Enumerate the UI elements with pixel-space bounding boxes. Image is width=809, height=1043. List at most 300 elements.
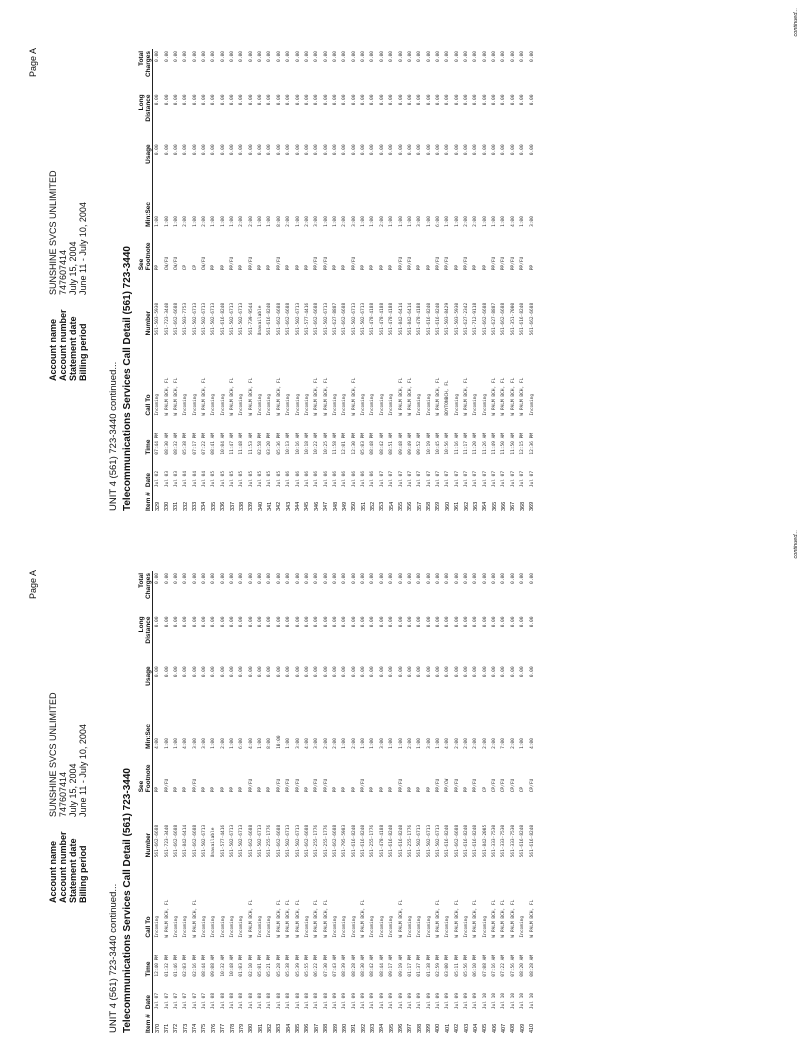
cell-date: Jul 09 [417, 992, 423, 1010]
cell-number: 561-662-6688 [192, 824, 198, 858]
cell-total: 0.00 [445, 573, 451, 584]
table-row [293, 571, 302, 1033]
cell-item: 400 [435, 1023, 442, 1033]
unit-heading: UNIT 4 (561) 723-3440 continued... [108, 883, 119, 1033]
col-usage: Usage [136, 664, 153, 705]
cell-long-distance: 0.00 [164, 94, 170, 106]
cell-total: 0.00 [304, 573, 310, 584]
cell-footnote: PP [389, 264, 395, 271]
cell-footnote: PP/FU [520, 256, 526, 271]
cell-item: 410 [529, 1023, 536, 1033]
table-row [172, 49, 181, 511]
cell-usage: 0.00 [529, 666, 535, 678]
cell-number: 561-616-8240 [267, 302, 273, 336]
cell-minsec: 1:00 [501, 216, 507, 227]
cell-call-to: Incoming [211, 393, 217, 416]
cell-call-to: Incoming [370, 393, 376, 416]
cell-call-to: Incoming [295, 393, 301, 416]
cell-total: 0.00 [183, 573, 189, 584]
cell-minsec: 3:00 [417, 216, 423, 227]
cell-date: Jul 05 [248, 470, 254, 488]
cell-time: 05:03 PM [361, 432, 367, 455]
cell-long-distance: 0.00 [417, 94, 423, 106]
cell-call-to: W PALM BCH, FL [435, 899, 441, 938]
cell-minsec: 3:00 [192, 738, 198, 749]
cell-date: Jul 10 [520, 992, 526, 1010]
cell-usage: 0.00 [398, 666, 404, 678]
cell-number: 561-503-5930 [454, 302, 460, 336]
cell-item: 341 [266, 501, 273, 511]
cell-number: 561-662-6688 [248, 824, 254, 858]
cell-item: 366 [500, 501, 507, 511]
cell-total: 0.00 [473, 51, 479, 62]
cell-usage: 0.00 [426, 666, 432, 678]
cell-call-to: Incoming [351, 915, 357, 938]
cell-long-distance: 0.00 [482, 94, 488, 106]
table-row [443, 571, 452, 1033]
cell-total: 0.00 [379, 51, 385, 62]
cell-minsec: 1:00 [407, 216, 413, 227]
cell-call-to: Incoming [333, 915, 338, 938]
cell-minsec: 1:00 [267, 216, 273, 227]
cell-number: 561-662-6688 [304, 824, 310, 858]
cell-call-to: W PALM BCH, FL [323, 377, 329, 416]
table-row [331, 49, 340, 511]
cell-footnote: PP [304, 786, 310, 793]
cell-footnote: PP/FU [276, 256, 282, 271]
cell-number: Unavailable [211, 827, 217, 858]
cell-usage: 0.00 [192, 144, 198, 156]
cell-total: 0.00 [286, 573, 292, 584]
cell-date: Jul 09 [379, 992, 385, 1010]
cell-usage: 0.00 [417, 666, 423, 678]
cell-usage: 0.00 [304, 144, 310, 156]
cell-call-to: Incoming [192, 393, 198, 416]
account-number-value: 747607414 [58, 249, 68, 295]
cell-total: 0.00 [201, 51, 207, 62]
cell-number: 561-616-8240 [435, 302, 441, 336]
cell-call-to: W PALM BCH, FL [529, 899, 535, 938]
cell-number: 561-662-6688 [286, 302, 292, 336]
cell-number: 561-842-6414 [407, 302, 413, 336]
cell-footnote: PP/FU [248, 778, 254, 793]
cell-footnote: PP/FU [435, 778, 441, 793]
cell-date: Jul 07 [482, 470, 488, 488]
cell-footnote: CP [482, 786, 488, 793]
cell-footnote: PP [220, 786, 226, 793]
cell-item: 340 [257, 501, 264, 511]
cell-total: 0.00 [201, 573, 207, 584]
cell-usage: 0.00 [501, 666, 507, 678]
cell-date: Jul 08 [258, 992, 264, 1010]
cell-total: 0.00 [192, 573, 198, 584]
cell-footnote: PP [417, 786, 423, 793]
cell-minsec: 1:00 [454, 216, 460, 227]
table-row [172, 571, 181, 1033]
cell-time: 10:18 AM [304, 432, 310, 455]
cell-number: 561-351-7000 [510, 302, 516, 336]
cell-time: 10:45 AM [435, 432, 441, 455]
cell-footnote: PP [230, 786, 236, 793]
cell-date: Jul 06 [351, 470, 357, 488]
cell-footnote: PP/FU [164, 778, 170, 793]
cell-number: 561-502-6713 [286, 824, 292, 858]
cell-usage: 0.00 [492, 144, 498, 156]
col-time: Time [136, 938, 153, 977]
cell-time: 08:42 AM [370, 954, 376, 977]
cell-item: 363 [472, 501, 479, 511]
cell-footnote: PP/FU [435, 256, 441, 271]
cell-minsec: 2:00 [510, 738, 516, 749]
cell-number: 561-616-8240 [520, 824, 526, 858]
cell-time: 01:37 PM [417, 954, 423, 977]
cell-item: 359 [435, 501, 442, 511]
cell-long-distance: 0.00 [304, 94, 310, 106]
cell-usage: 0.00 [183, 666, 189, 678]
cell-number: 561-502-6713 [239, 302, 245, 336]
cell-minsec: 3:00 [314, 738, 320, 749]
cell-number: 561-502-6713 [201, 302, 207, 336]
cell-long-distance: 0.00 [155, 616, 161, 628]
cell-footnote: PP [342, 264, 348, 271]
cell-minsec: 2:00 [473, 216, 479, 227]
cell-total: 0.00 [351, 51, 357, 62]
table-row [499, 571, 508, 1033]
cell-usage: 0.00 [267, 666, 273, 678]
cell-item: 374 [192, 1023, 199, 1033]
cell-footnote: PP/FU [473, 778, 479, 793]
cell-number: 561-616-8240 [351, 824, 357, 858]
cell-time: 08:41 AM [211, 432, 217, 455]
cell-usage: 0.00 [379, 666, 385, 678]
cell-number: 561-616-8240 [389, 824, 395, 858]
cell-number: 561-255-1776 [314, 824, 320, 858]
cell-footnote: PP [201, 786, 207, 793]
cell-long-distance: 0.00 [314, 616, 320, 628]
cell-date: Jul 05 [230, 470, 236, 488]
cell-footnote: PP [426, 786, 432, 793]
cell-long-distance: 0.00 [183, 94, 189, 106]
cell-minsec: 1:00 [445, 216, 451, 227]
cell-usage: 0.00 [304, 666, 310, 678]
cell-long-distance: 0.00 [501, 94, 507, 106]
cell-footnote: PP/FU [407, 256, 413, 271]
account-number-value: 747607414 [58, 771, 68, 817]
cell-number: 561-723-3440 [164, 824, 170, 858]
account-info [48, 692, 88, 903]
cell-time: 07:17 PM [192, 432, 198, 455]
cell-date: Jul 09 [351, 992, 357, 1010]
cell-time: 09:17 AM [389, 954, 395, 977]
cell-minsec: 1:00 [482, 216, 488, 227]
cell-usage: 0.00 [529, 144, 535, 156]
cell-time: 07:56 AM [510, 954, 516, 977]
cell-time: 11:48 AM [239, 432, 245, 455]
cell-date: Jul 07 [510, 470, 516, 488]
cell-minsec: 1:00 [398, 738, 404, 749]
cell-number: 561-577-4416 [304, 302, 310, 336]
cell-total: 0.00 [520, 51, 526, 62]
cell-time: 10:22 AM [314, 432, 320, 455]
cell-usage: 0.00 [164, 666, 170, 678]
cell-time: 08:30 AM [361, 954, 367, 977]
cell-long-distance: 0.00 [295, 616, 301, 628]
cell-long-distance: 0.00 [407, 616, 413, 628]
cell-footnote: CW/FU [173, 256, 179, 271]
cell-long-distance: 0.00 [323, 616, 329, 628]
cell-minsec: 1:00 [173, 216, 179, 227]
cell-item: 391 [351, 1023, 358, 1033]
cell-call-to: W PALM BCH, FL [173, 377, 179, 416]
table-row [247, 49, 256, 511]
cell-number: 561-255-1776 [267, 824, 273, 858]
account-name-label: Account name [48, 840, 58, 903]
cell-usage: 0.00 [435, 144, 441, 156]
table-row [359, 571, 368, 1033]
cell-long-distance: 0.00 [379, 94, 385, 106]
table-row [200, 49, 209, 511]
table-row [471, 49, 480, 511]
cell-usage: 0.00 [482, 144, 488, 156]
cell-item: 375 [201, 1023, 208, 1033]
cell-date: Jul 07 [164, 992, 170, 1010]
cell-date: Jul 07 [464, 470, 470, 488]
col-long: Long [138, 94, 145, 111]
cell-number: 561-662-6688 [482, 302, 488, 336]
cell-long-distance: 0.00 [173, 616, 179, 628]
cell-item: 399 [426, 1023, 433, 1033]
cell-item: 381 [257, 1023, 264, 1033]
cell-long-distance: 0.00 [295, 94, 301, 106]
cell-number: 561-333-7530 [501, 824, 507, 858]
col-long-distance [136, 92, 153, 142]
cell-long-distance: 0.00 [314, 94, 320, 106]
cell-total: 0.00 [333, 51, 338, 62]
cell-time: 02:10 PM [248, 954, 254, 977]
cell-date: Jul 06 [314, 470, 320, 488]
call-rows [153, 49, 537, 511]
table-row [228, 571, 237, 1033]
cell-time: 08:39 AM [342, 954, 348, 977]
cell-usage: 0.00 [501, 144, 507, 156]
cell-date: Jul 08 [276, 992, 282, 1010]
table-row [312, 49, 321, 511]
page-label: Page A [28, 570, 38, 600]
cell-footnote: PP [258, 786, 264, 793]
cell-item: 329 [154, 501, 161, 511]
cell-long-distance: 0.00 [370, 94, 376, 106]
cell-minsec: 1:00 [164, 738, 170, 749]
cell-usage: 0.00 [389, 666, 395, 678]
cell-call-to: W PALM BCH, FL [276, 377, 282, 416]
cell-minsec: 1:00 [492, 216, 498, 227]
cell-long-distance: 0.00 [435, 616, 441, 628]
cell-minsec: 1:00 [323, 216, 329, 227]
cell-number: 561-502-6713 [230, 824, 236, 858]
cell-call-to: W PALM BCH, FL [351, 377, 357, 416]
cell-time: 08:44 AM [379, 954, 385, 977]
cell-usage: 0.00 [183, 144, 189, 156]
cell-call-to: W PALM BCH, FL [164, 377, 170, 416]
cell-item: 338 [238, 501, 245, 511]
cell-minsec: 1:00 [230, 738, 236, 749]
cell-date: Jul 08 [295, 992, 301, 1010]
cell-usage: 0.00 [454, 666, 460, 678]
cell-total: 0.00 [464, 51, 470, 62]
cell-total: 0.00 [295, 573, 301, 584]
cell-usage: 0.00 [510, 666, 516, 678]
cell-call-to: Incoming [529, 393, 535, 416]
cell-footnote: PP [220, 264, 226, 271]
cell-footnote: CP/FU [510, 778, 516, 793]
col-usage: Usage [136, 142, 153, 183]
cell-call-to: Incoming [333, 393, 338, 416]
cell-time: 07:16 AM [492, 954, 498, 977]
cell-footnote: CP/FU [501, 778, 507, 793]
cell-time: 12:40 PM [155, 954, 161, 977]
cell-total: 0.00 [510, 51, 516, 62]
cell-number: 561-478-4188 [389, 302, 395, 336]
table-row [424, 571, 433, 1033]
cell-total: 0.00 [230, 51, 236, 62]
cell-item: 393 [369, 1023, 376, 1033]
table-row [265, 571, 274, 1033]
cell-total: 0.00 [220, 573, 226, 584]
cell-minsec: 2:00 [351, 738, 357, 749]
col-time: Time [136, 416, 153, 455]
cell-usage: 0.00 [342, 666, 348, 678]
table-row [303, 49, 312, 511]
col-charges: Charges [145, 51, 152, 78]
statement-page-rotated [0, 522, 809, 1043]
cell-footnote: PP/FU [276, 778, 282, 793]
cell-total: 0.00 [417, 51, 423, 62]
cell-minsec: 1:00 [361, 738, 367, 749]
cell-time: 05:21 PM [267, 954, 273, 977]
cell-item: 406 [491, 1023, 498, 1033]
cell-total: 0.00 [501, 51, 507, 62]
cell-date: Jul 07 [192, 992, 198, 1010]
cell-time: 07:22 PM [201, 432, 207, 455]
cell-minsec: 8:00 [276, 216, 282, 227]
cell-minsec: 3:00 [351, 216, 357, 227]
cell-usage: 0.00 [361, 144, 367, 156]
cell-call-to: Incoming [482, 393, 488, 416]
cell-time: 05:55 PM [304, 954, 310, 977]
cell-long-distance: 0.00 [473, 94, 479, 106]
cell-footnote: PP/FU [454, 778, 460, 793]
cell-footnote: CW/FU [201, 256, 207, 271]
cell-call-to: Incoming [220, 915, 226, 938]
cell-long-distance: 0.00 [529, 94, 535, 106]
table-row [153, 49, 163, 511]
cell-item: 373 [182, 1023, 189, 1033]
cell-total: 0.00 [239, 51, 245, 62]
cell-call-to: Incoming [407, 915, 413, 938]
cell-minsec: 4:00 [155, 738, 161, 749]
cell-long-distance: 0.00 [473, 616, 479, 628]
cell-time: 09:49 AM [407, 432, 413, 455]
statement-date-label: Statement date [68, 838, 78, 903]
cell-usage: 0.00 [473, 144, 479, 156]
cell-footnote: PP [379, 264, 385, 271]
cell-call-to: W PALM BCH, FL [492, 899, 498, 938]
cell-number: 561-478-4188 [417, 302, 423, 336]
cell-total: 0.00 [529, 51, 535, 62]
table-row [293, 49, 302, 511]
cell-total: 0.00 [304, 51, 310, 62]
cell-total: 0.00 [520, 573, 526, 584]
cell-call-to: W PALM BCH, FL [323, 899, 329, 938]
cell-footnote: PP [333, 264, 338, 271]
cell-item: 403 [463, 1023, 470, 1033]
cell-item: 356 [407, 501, 414, 511]
cell-date: Jul 07 [454, 470, 460, 488]
cell-minsec: 1:00 [164, 216, 170, 227]
cell-minsec: 1:00 [361, 216, 367, 227]
cell-number: 561-662-6688 [155, 824, 161, 858]
cell-long-distance: 0.00 [333, 94, 338, 106]
cell-item: 342 [276, 501, 283, 511]
cell-item: 334 [201, 501, 208, 511]
cell-date: Jul 06 [295, 470, 301, 488]
table-row [284, 49, 293, 511]
account-name-value: SUNSHINE SVCS UNLIMITED [48, 170, 58, 295]
table-row [153, 571, 163, 1033]
col-total-charges [136, 571, 153, 614]
cell-total: 0.00 [211, 51, 217, 62]
col-date: Date [136, 977, 153, 1010]
cell-call-to: Incoming [286, 393, 292, 416]
cell-time: 06:22 PM [314, 954, 320, 977]
cell-footnote: PP [454, 264, 460, 271]
col-number: Number [136, 792, 153, 857]
cell-time: 09:19 AM [398, 954, 404, 977]
cell-time: 02:58 PM [258, 432, 264, 455]
cell-item: 388 [323, 1023, 330, 1033]
cell-number: 561-502-6713 [295, 824, 301, 858]
cell-usage: 0.00 [201, 666, 207, 678]
cell-total: 0.00 [173, 51, 179, 62]
cell-usage: 0.00 [464, 144, 470, 156]
cell-item: 344 [295, 501, 302, 511]
cell-long-distance: 0.00 [426, 94, 432, 106]
cell-date: Jul 04 [183, 470, 189, 488]
cell-time: 11:50 AM [501, 432, 507, 455]
cell-usage: 0.00 [295, 144, 301, 156]
table-row [415, 571, 424, 1033]
cell-item: 343 [285, 501, 292, 511]
cell-time: 05:38 PM [286, 954, 292, 977]
cell-footnote: PP/FU [398, 778, 404, 793]
cell-call-to: W PALM BCH, FL [192, 899, 198, 938]
cell-long-distance: 0.00 [164, 616, 170, 628]
cell-footnote: PP/FU [464, 256, 470, 271]
cell-usage: 0.00 [220, 666, 226, 678]
call-rows [153, 571, 537, 1033]
table-row [368, 49, 377, 511]
cell-call-to: Incoming [426, 393, 432, 416]
cell-total: 0.00 [258, 51, 264, 62]
cell-usage: 0.00 [314, 144, 320, 156]
cell-time: 05:36 PM [276, 432, 282, 455]
cell-minsec: 1:00 [520, 216, 526, 227]
cell-usage: 0.00 [417, 144, 423, 156]
table-row [424, 49, 433, 511]
cell-time: 06:10 PM [473, 954, 479, 977]
col-call-to: Call To [136, 335, 153, 415]
table-row [509, 571, 518, 1033]
